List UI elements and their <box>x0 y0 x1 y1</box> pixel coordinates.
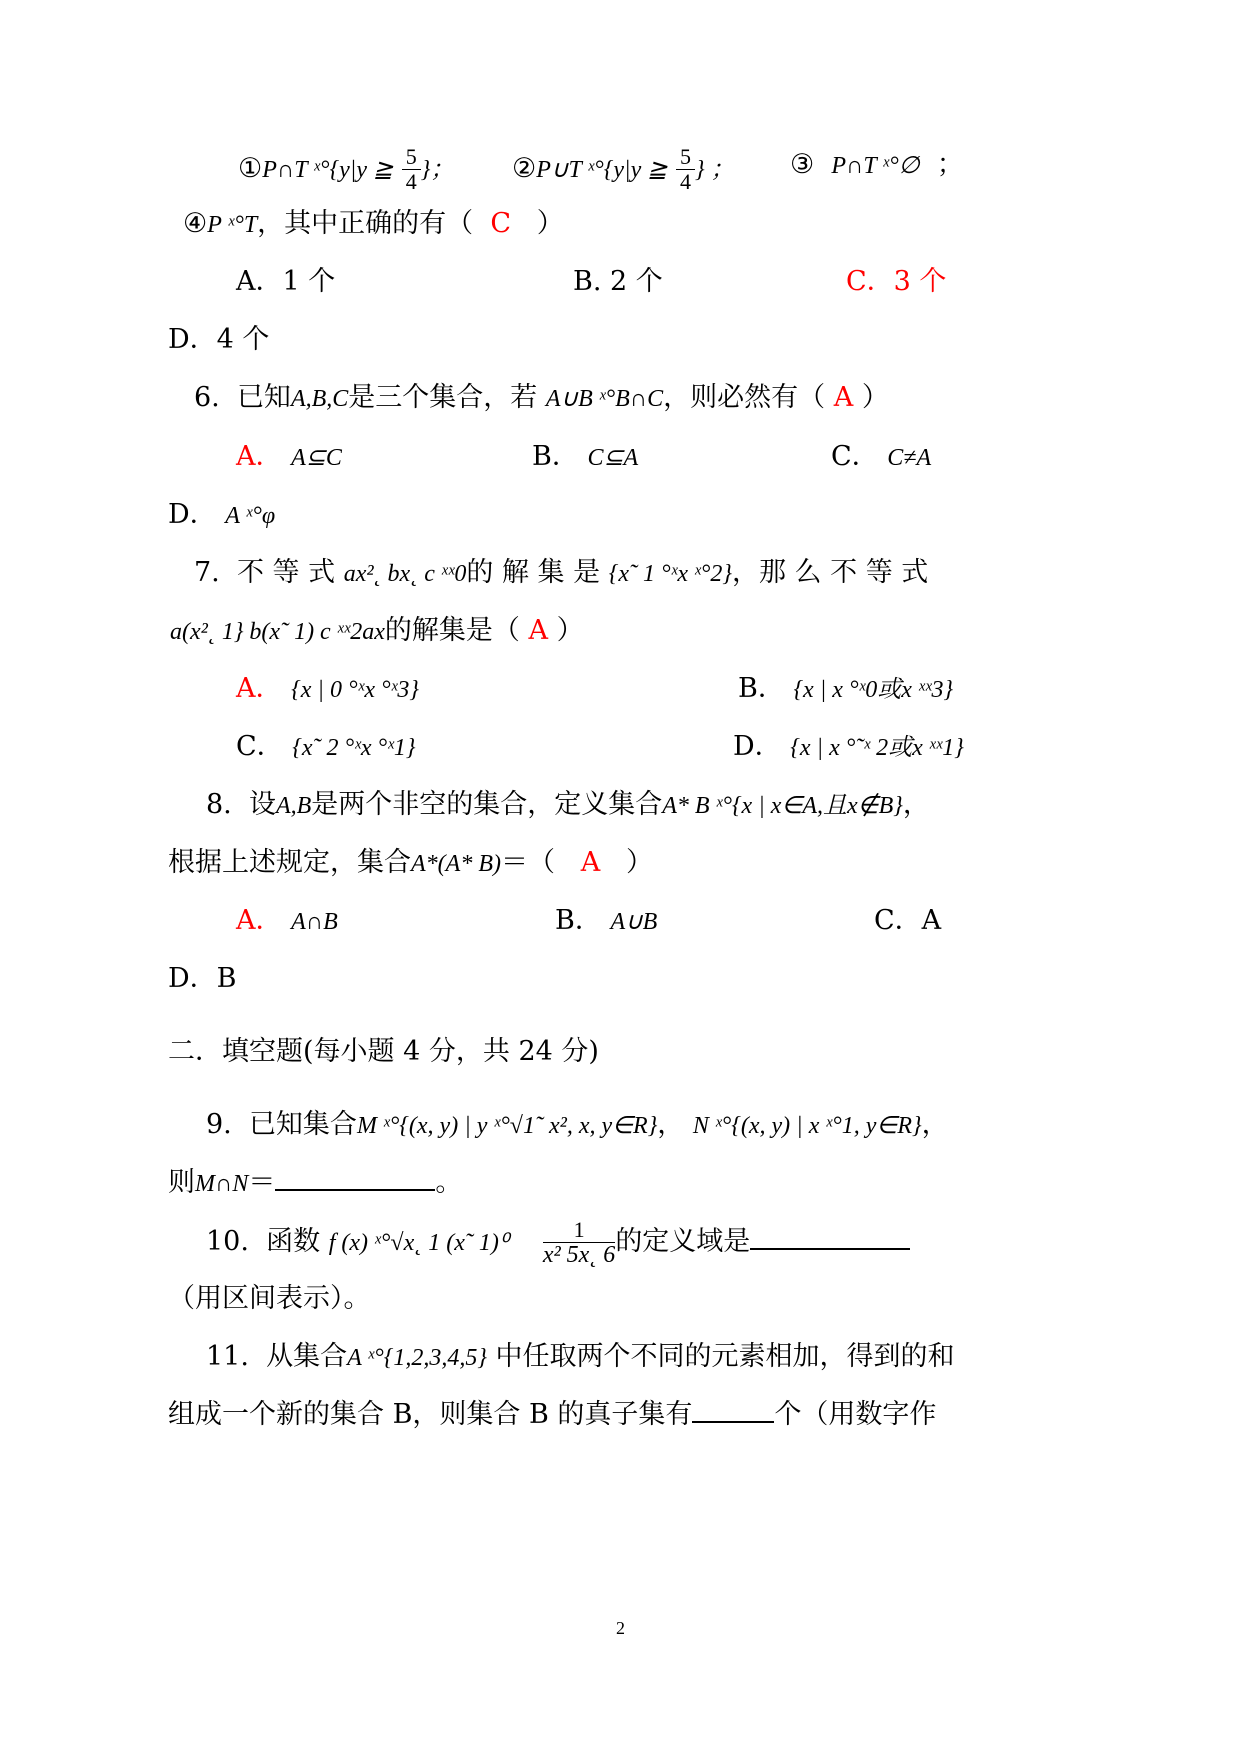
q8-expr-1: A,B <box>275 793 312 819</box>
q5-s1-mark: ① <box>238 153 263 184</box>
q9-text-6: 。 <box>435 1167 463 1198</box>
q10-expr-1: f (x) ˣ°√x˛ 1 (x˜ 1)⁰ <box>328 1230 509 1256</box>
q7-number: 7. <box>194 557 220 588</box>
q8-text-3: ， <box>902 789 930 820</box>
q7-option-b-expr: {x | x °ˣ0或x ˣˣ3} <box>793 677 954 703</box>
q8-expr-3: A*(A* B) <box>411 851 501 877</box>
q6-number: 6. <box>194 382 220 413</box>
q5-stem-text: ，其中正确的有（ <box>257 208 474 239</box>
q9-text-1: 已知集合 <box>248 1109 357 1140</box>
q5-s2-fraction: $\frac{5}{4}$ <box>676 145 695 194</box>
q7-close: ） <box>556 615 584 646</box>
q11-text-3: 组成一个新的集合 B，则集合 B 的真子集有 <box>168 1399 693 1430</box>
q8-option-d: D．B <box>168 963 237 994</box>
q7-expr-3: a(x²˛ 1} b(x˜ 1) c ˣˣ2ax <box>170 619 385 645</box>
q11-stem-line-2 <box>168 1395 936 1435</box>
q11-answer-blank[interactable] <box>692 1397 774 1423</box>
q6-option-b-expr: C⊆A <box>587 445 639 471</box>
q9-answer-blank[interactable] <box>275 1165 435 1191</box>
q6-option-c-label: C． <box>831 441 879 472</box>
q7-option-d-label: D． <box>733 731 782 762</box>
q6-option-d-expr: A ˣ°φ <box>225 503 276 529</box>
q5-s2 <box>512 145 735 194</box>
q10-stem-line-2: （用区间表示）。 <box>168 1283 371 1314</box>
q5-statements-line <box>238 145 454 194</box>
q9-text-4: 则 <box>168 1167 195 1198</box>
q8-stem-line-1 <box>206 785 930 826</box>
q5-s1-expr: P∩T ˣ°{y|y ≧ <box>262 157 394 183</box>
q5-s4-line <box>183 204 564 245</box>
q7-option-c <box>236 727 416 768</box>
q8-option-b-label: B． <box>555 905 602 936</box>
q7-option-a <box>236 669 419 710</box>
q5-option-c: C．3 个 <box>846 266 947 297</box>
q10-answer-blank[interactable] <box>750 1224 910 1250</box>
q11-text-4: 个（用数字作 <box>774 1399 937 1430</box>
q8-text-5: ＝（ <box>500 847 555 878</box>
q7-option-a-label: A． <box>236 673 283 704</box>
q6-close: ） <box>861 382 889 413</box>
q7-option-c-expr: {x˜ 2 °ˣx °ˣ1} <box>292 735 416 761</box>
q10-stem-line-1 <box>206 1218 910 1267</box>
q7-text-4: 的解集是（ <box>384 615 520 646</box>
q6-option-a <box>236 437 342 478</box>
q5-option-a: A．1 个 <box>236 266 336 297</box>
q5-s3-mark: ③ <box>790 149 815 180</box>
q5-s4-expr: P ˣ°T <box>207 212 258 238</box>
q8-option-a-expr: A∩B <box>291 909 338 935</box>
q8-option-a-label: A． <box>236 905 283 936</box>
q11-text-1: 从集合 <box>266 1341 348 1372</box>
q8-text-4: 根据上述规定，集合 <box>168 847 411 878</box>
q7-option-d-expr: {x | x °˜ˣ 2或x ˣˣ1} <box>790 735 964 761</box>
q8-stem-line-2 <box>168 843 653 884</box>
q9-text-2: ， <box>657 1109 685 1140</box>
q6-text-2: 是三个集合，若 <box>348 382 538 413</box>
q8-text-1: 设 <box>248 789 276 820</box>
q5-stem-close: ） <box>536 208 564 239</box>
q9-stem-line-2 <box>168 1163 462 1204</box>
q6-option-d-label: D． <box>168 499 217 530</box>
q9-expr-1: M ˣ°{(x, y) | y ˣ°√1˜ x², x, y∈R} <box>356 1113 658 1139</box>
q6-expr-2: A∪B ˣ°B∩C <box>545 386 664 412</box>
q5-s2-expr: P∪T ˣ°{y|y ≧ <box>536 157 668 183</box>
q6-text-3: ，则必然有（ <box>663 382 826 413</box>
q6-option-a-label: A． <box>236 441 283 472</box>
q6-option-b <box>532 437 638 478</box>
q6-option-c <box>831 437 931 478</box>
q5-s2-mark: ② <box>512 153 537 184</box>
q8-number: 8. <box>206 789 232 820</box>
q8-close: ） <box>625 847 653 878</box>
q6-stem <box>194 378 889 419</box>
q7-option-c-label: C． <box>236 731 284 762</box>
q7-text-2: 的 解 集 是 <box>466 557 601 588</box>
q7-answer: A <box>528 615 549 646</box>
q7-option-b-label: B． <box>738 673 785 704</box>
q7-text-1: 不 等 式 <box>236 557 336 588</box>
q7-option-d <box>733 727 964 768</box>
q7-stem-line-2 <box>170 611 584 652</box>
q11-text-2: 中任取两个不同的元素相加，得到的和 <box>495 1341 955 1372</box>
q6-option-a-expr: A⊆C <box>291 445 342 471</box>
q6-answer: A <box>833 382 854 413</box>
q7-text-3: ，那 么 不 等 式 <box>731 557 929 588</box>
q9-text-3: ， <box>921 1109 949 1140</box>
q5-option-b: B. 2 个 <box>573 266 663 297</box>
q8-text-2: 是两个非空的集合，定义集合 <box>311 789 663 820</box>
q5-s1-fraction: $\frac{5}{4}$ <box>402 145 421 194</box>
q10-number: 10. <box>206 1226 249 1257</box>
q5-s3-end: ； <box>936 149 964 180</box>
q6-expr-1: A,B,C <box>290 386 349 412</box>
q5-option-d: D．4 个 <box>168 324 270 355</box>
section-2-title: 二．填空题(每小题 4 分，共 24 分) <box>168 1036 599 1067</box>
q8-option-b <box>555 901 657 942</box>
q10-text-1: 函数 <box>266 1226 321 1257</box>
q5-s3 <box>790 145 964 186</box>
q7-option-a-expr: {x | 0 °ˣx °ˣ3} <box>291 677 419 703</box>
q7-option-b <box>738 669 953 710</box>
q8-option-c: C．A <box>874 905 942 936</box>
q6-text-1: 已知 <box>236 382 291 413</box>
q6-option-d <box>168 495 275 536</box>
q7-expr-2: {x˜ 1 °ˣx ˣ°2} <box>608 561 732 587</box>
q5-s3-expr: P∩T ˣ°∅ <box>831 153 920 179</box>
q11-stem-line-1 <box>206 1337 955 1378</box>
q11-expr-1: A ˣ°{1,2,3,4,5} <box>347 1345 487 1371</box>
q8-option-b-expr: A∪B <box>610 909 658 935</box>
q8-expr-2: A* B ˣ°{x | x∈A,且x∉B} <box>662 793 903 819</box>
q9-expr-3: M∩N <box>195 1171 249 1197</box>
q6-option-c-expr: C≠A <box>887 445 932 471</box>
q5-answer: C <box>490 208 512 239</box>
q11-number: 11. <box>206 1341 249 1372</box>
q8-option-a <box>236 901 338 942</box>
q8-answer: A <box>580 847 601 878</box>
q7-expr-1: ax²˛ bx˛ c ˣˣ0 <box>343 561 467 587</box>
q6-option-b-label: B． <box>532 441 579 472</box>
q9-number: 9. <box>206 1109 232 1140</box>
q10-text-2: 的定义域是 <box>615 1226 751 1257</box>
q10-fraction: $\frac{1}{\text{x² 5x˛ 6}}$ <box>542 1217 616 1268</box>
page-number: 2 <box>616 1618 625 1638</box>
q5-s2-end: } ； <box>694 157 735 183</box>
q7-stem-line-1 <box>194 553 928 594</box>
q5-s1-end: }； <box>420 157 455 183</box>
q9-stem-line-1 <box>206 1105 949 1146</box>
q5-s4-mark: ④ <box>183 208 208 239</box>
q9-text-5: ＝ <box>248 1167 276 1198</box>
q9-expr-2: N ˣ°{(x, y) | x ˣ°1, y∈R} <box>692 1113 922 1139</box>
